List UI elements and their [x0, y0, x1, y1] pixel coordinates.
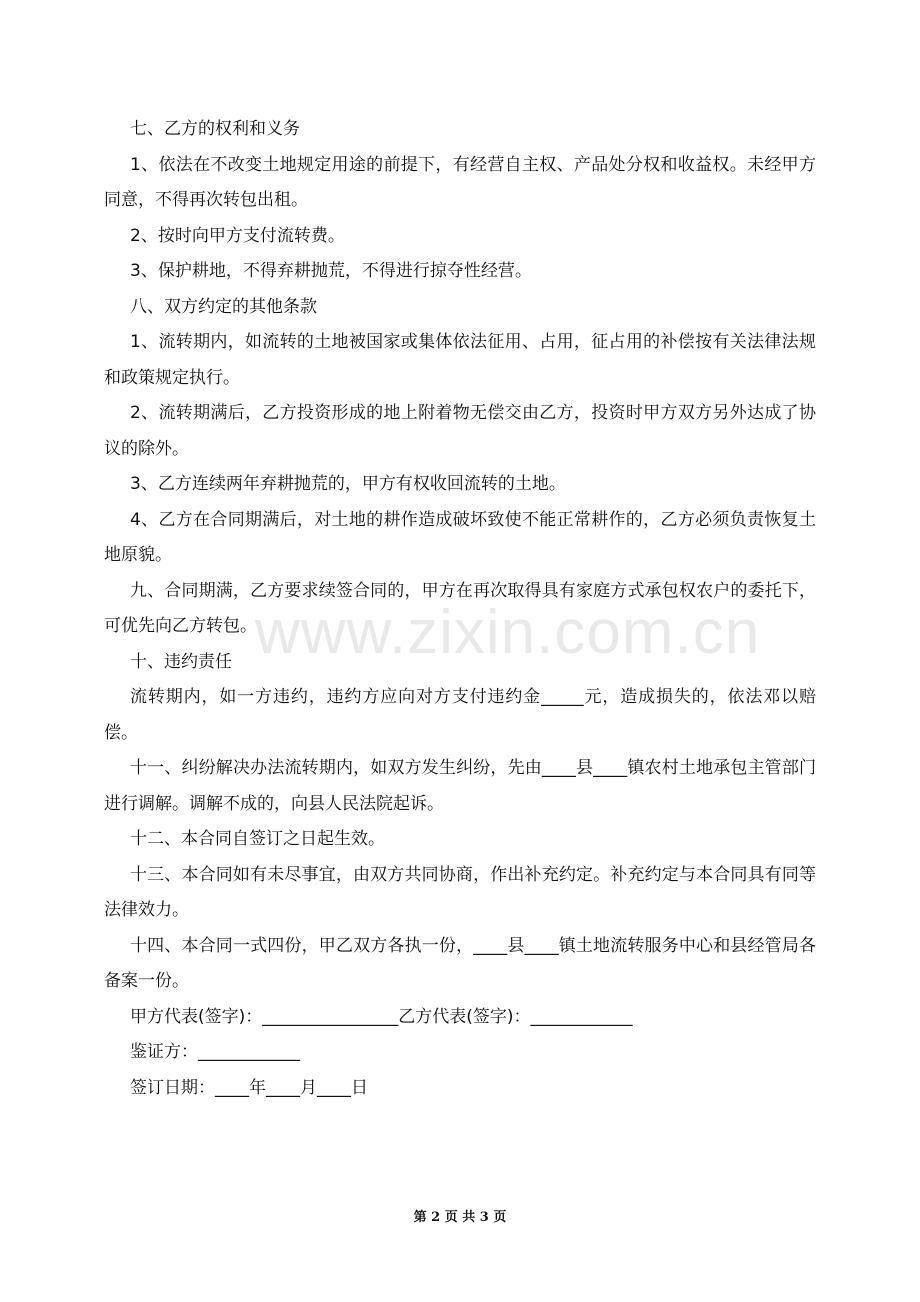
- clause-7-3: 3、保护耕地，不得弃耕抛荒，不得进行掠夺性经营。: [130, 261, 532, 281]
- section-heading-8: 八、双方约定的其他条款: [130, 296, 317, 317]
- section-11: 十一、纠纷解决办法流转期内，如双方发生纠纷，先由____县____镇农村土地承包主管部门进行调解。调解不成的，向县人民法院起诉。: [104, 758, 816, 814]
- clause-7-2: 2、按时向甲方支付流转费。: [130, 225, 345, 246]
- section-14: 十四、本合同一式四份，甲乙双方各执一份，____县____镇土地流转服务中心和县经管局各备案一份。: [104, 935, 816, 991]
- clause-8-2: 2、流转期满后，乙方投资形成的地上附着物无偿交由乙方，投资时甲方双方另外达成了协议的除外。: [104, 403, 816, 459]
- clause-8-1: 1、流转期内，如流转的土地被国家或集体依法征用、占用，征占用的补偿按有关法律法规和政策规定执行。: [104, 332, 816, 388]
- signature-line-witness: 鉴证方：____________: [130, 1042, 300, 1062]
- document-body: [104, 112, 816, 1106]
- watermark: www.zixin.com.cn: [255, 598, 761, 667]
- signature-line-date: 签订日期：____年____月____日: [130, 1077, 368, 1098]
- section-13: 十三、本合同如有未尽事宜，由双方共同协商，作出补充约定。补充约定与本合同具有同等法律效力。: [104, 864, 816, 920]
- clause-8-3: 3、乙方连续两年弃耕抛荒的，甲方有权收回流转的土地。: [130, 474, 566, 494]
- page-number-footer: 第 2 页 共 3 页: [413, 1210, 507, 1225]
- clause-7-1: 1、依法在不改变土地规定用途的前提下，有经营自主权、产品处分权和收益权。未经甲方同意，不得再次转包出租。: [104, 154, 816, 210]
- section-9: 九、合同期满，乙方要求续签合同的，甲方在再次取得具有家庭方式承包权农户的委托下，可优先向乙方转包。: [104, 580, 816, 636]
- signature-line-parties: 甲方代表(签字)：________________乙方代表(签字)：____________: [130, 1006, 633, 1027]
- section-12: 十二、本合同自签订之日起生效。: [130, 829, 385, 849]
- section-heading-10: 十、违约责任: [130, 651, 232, 672]
- clause-10-body: 流转期内，如一方违约，违约方应向对方支付违约金_____元，造成损失的，依法邓以赔偿。: [104, 687, 816, 743]
- section-heading-7: 七、乙方的权利和义务: [130, 119, 300, 139]
- clause-8-4: 4、乙方在合同期满后，对土地的耕作造成破坏致使不能正常耕作的，乙方必须负责恢复土地原貌。: [104, 509, 816, 565]
